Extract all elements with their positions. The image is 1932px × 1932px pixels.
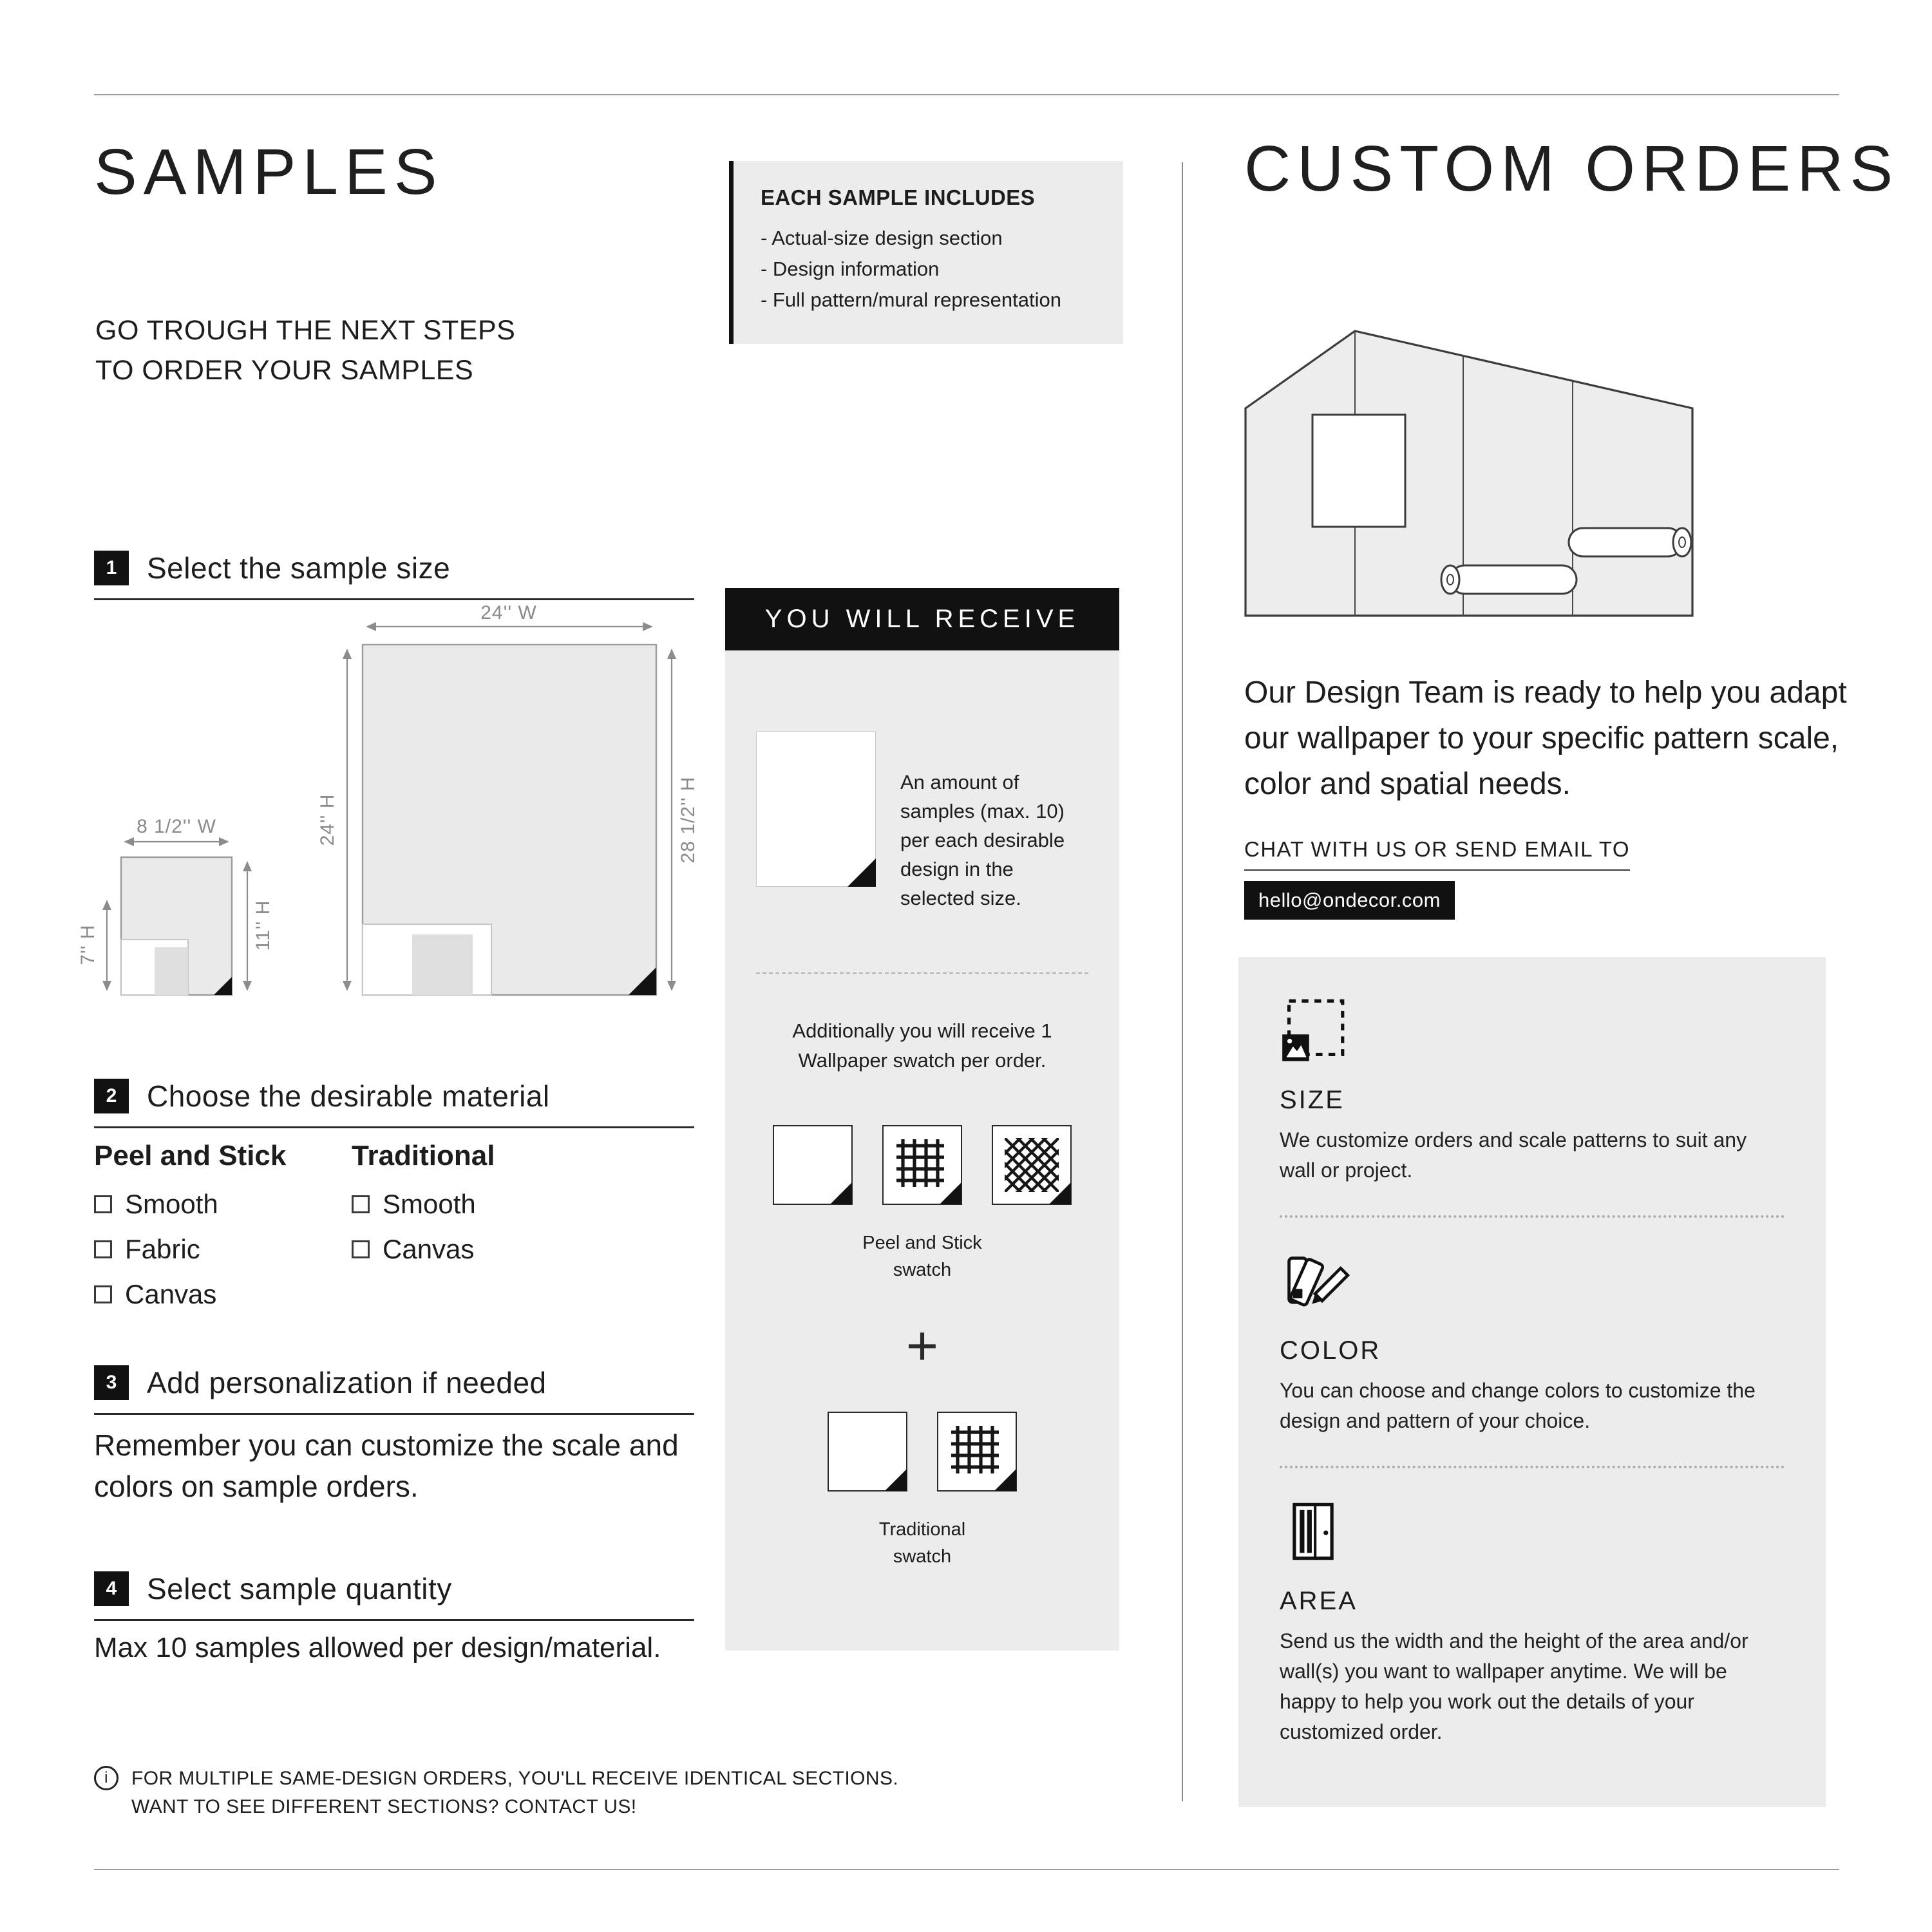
folded-corner-icon bbox=[940, 1182, 961, 1204]
folded-corner-icon bbox=[885, 1469, 907, 1491]
card-size bbox=[1280, 997, 1785, 1186]
info-circle-icon: i bbox=[94, 1766, 118, 1790]
includes-item: - Full pattern/mural representation bbox=[761, 289, 1061, 312]
small-height-left-label: 7'' H bbox=[77, 924, 99, 965]
closet-door-icon bbox=[1280, 1498, 1347, 1565]
each-sample-includes-box bbox=[729, 161, 1123, 344]
includes-item: - Actual-size design section bbox=[761, 227, 1003, 249]
material-options bbox=[94, 1140, 694, 1324]
step-3-title: Add personalization if needed bbox=[147, 1366, 547, 1399]
custom-orders-panel bbox=[1238, 957, 1826, 1807]
plain-swatch-icon bbox=[773, 1125, 853, 1205]
card-color-text: You can choose and change colors to customize the design and pattern of your choice. bbox=[1280, 1379, 1756, 1433]
grid-pattern-swatch-icon bbox=[937, 1412, 1017, 1492]
color-swatches-pencil-icon bbox=[1280, 1247, 1347, 1314]
plus-sign: + bbox=[905, 1314, 939, 1377]
card-area bbox=[1280, 1498, 1785, 1747]
custom-orders-intro: Our Design Team is ready to help you adapt our wallpaper to your specific pattern scale, color and spatial needs. bbox=[1244, 676, 1847, 802]
footer-note-text: FOR MULTIPLE SAME-DESIGN ORDERS, YOU'LL RECEIVE IDENTICAL SECTIONS. WANT TO SEE DIFFERENT SECTIONS? CONTACT US! bbox=[131, 1768, 899, 1817]
step-4-header bbox=[94, 1571, 694, 1621]
step-1-title: Select the sample size bbox=[147, 551, 451, 585]
additional-swatch-text: Additionally you will receive 1 Wallpaper swatch per order. bbox=[792, 1019, 1052, 1072]
traditional-swatch-row bbox=[756, 1412, 1088, 1492]
large-width-label: 24'' W bbox=[480, 602, 537, 623]
caption-line: swatch bbox=[893, 1546, 952, 1567]
folded-corner-icon bbox=[848, 858, 876, 887]
sample-amount-text: An amount of samples (max. 10) per each desirable design in the selected size. bbox=[900, 771, 1065, 909]
traditional-swatch-caption bbox=[756, 1516, 1088, 1570]
sample-sheet-icon bbox=[756, 731, 876, 887]
peel-and-stick-swatch-row bbox=[756, 1125, 1088, 1205]
step-2-title: Choose the desirable material bbox=[147, 1079, 550, 1113]
contact-email[interactable]: hello@ondecor.com bbox=[1244, 881, 1455, 920]
step-4-title: Select sample quantity bbox=[147, 1572, 452, 1605]
checkbox-traditional-canvas[interactable] bbox=[352, 1234, 609, 1265]
crosshatch-pattern-swatch-icon bbox=[992, 1125, 1072, 1205]
step-1-number-badge: 1 bbox=[94, 551, 129, 585]
caption-line: swatch bbox=[893, 1259, 952, 1280]
column-divider bbox=[1182, 162, 1183, 1801]
caption-line: Traditional bbox=[878, 1519, 966, 1540]
step-3-description: Remember you can customize the scale and colors on sample orders. bbox=[94, 1428, 679, 1504]
footer-note bbox=[94, 1765, 905, 1821]
includes-list bbox=[761, 223, 1096, 316]
samples-intro bbox=[95, 310, 515, 391]
dotted-divider bbox=[1280, 1466, 1785, 1468]
large-sheet-inset-gray bbox=[412, 934, 473, 995]
folded-corner-icon bbox=[830, 1182, 852, 1204]
sample-size-diagram bbox=[77, 602, 744, 1017]
large-height-left-label: 24'' H bbox=[317, 793, 338, 846]
card-area-text: Send us the width and the height of the area and/or wall(s) you want to wallpaper anytime. We will be happy to help you work out the details of your customized order. bbox=[1280, 1629, 1748, 1744]
samples-title: SAMPLES bbox=[94, 136, 444, 208]
option-label: Smooth bbox=[383, 1189, 476, 1219]
dashed-divider bbox=[756, 972, 1088, 974]
checkbox-traditional-smooth[interactable] bbox=[352, 1189, 609, 1220]
bottom-divider bbox=[94, 1869, 1839, 1870]
sample-amount-row bbox=[756, 731, 1088, 913]
samples-intro-line1: GO TROUGH THE NEXT STEPS bbox=[95, 315, 516, 346]
step-4-description: Max 10 samples allowed per design/material. bbox=[94, 1632, 661, 1663]
card-size-title: SIZE bbox=[1280, 1086, 1345, 1114]
samples-intro-line2: TO ORDER YOUR SAMPLES bbox=[95, 355, 474, 386]
caption-line: Peel and Stick bbox=[862, 1232, 982, 1253]
grid-pattern-swatch-icon bbox=[882, 1125, 962, 1205]
contact-label: CHAT WITH US OR SEND EMAIL TO bbox=[1244, 837, 1630, 871]
small-sheet-inset-gray bbox=[155, 947, 188, 995]
crop-image-icon bbox=[1280, 997, 1347, 1064]
folded-corner-icon bbox=[1049, 1182, 1071, 1204]
option-label: Canvas bbox=[125, 1279, 217, 1309]
card-size-text: We customize orders and scale patterns to suit any wall or project. bbox=[1280, 1128, 1747, 1182]
top-divider bbox=[94, 94, 1839, 95]
wall-frame bbox=[1312, 415, 1405, 527]
traditional-column bbox=[352, 1140, 609, 1324]
step-3-header bbox=[94, 1365, 694, 1415]
small-width-label: 8 1/2'' W bbox=[137, 816, 216, 837]
peel-and-stick-column bbox=[94, 1140, 352, 1324]
checkbox-peel-canvas[interactable] bbox=[94, 1279, 352, 1310]
custom-orders-title: CUSTOM ORDERS bbox=[1244, 133, 1900, 205]
card-color-title: COLOR bbox=[1280, 1336, 1381, 1365]
option-label: Fabric bbox=[125, 1234, 200, 1264]
large-height-right-label: 28 1/2'' H bbox=[677, 776, 699, 864]
traditional-title: Traditional bbox=[352, 1140, 495, 1171]
checkbox-icon[interactable] bbox=[352, 1195, 370, 1213]
option-label: Smooth bbox=[125, 1189, 218, 1219]
checkbox-peel-fabric[interactable] bbox=[94, 1234, 352, 1265]
step-1-header bbox=[94, 551, 694, 600]
includes-title: EACH SAMPLE INCLUDES bbox=[761, 185, 1036, 209]
card-color bbox=[1280, 1247, 1785, 1436]
step-4-number-badge: 4 bbox=[94, 1571, 129, 1606]
step-2-header bbox=[94, 1079, 694, 1128]
checkbox-icon[interactable] bbox=[94, 1240, 112, 1258]
checkbox-icon[interactable] bbox=[94, 1285, 112, 1303]
step-3-number-badge: 3 bbox=[94, 1365, 129, 1400]
you-will-receive-header: YOU WILL RECEIVE bbox=[725, 588, 1119, 650]
folded-corner-icon bbox=[994, 1469, 1016, 1491]
checkbox-peel-smooth[interactable] bbox=[94, 1189, 352, 1220]
option-label: Canvas bbox=[383, 1234, 475, 1264]
card-area-title: AREA bbox=[1280, 1587, 1358, 1616]
room-with-wallpaper-rolls-illustration bbox=[1244, 328, 1695, 618]
checkbox-icon[interactable] bbox=[94, 1195, 112, 1213]
includes-item: - Design information bbox=[761, 258, 940, 281]
small-height-right-label: 11'' H bbox=[252, 900, 274, 951]
checkbox-icon[interactable] bbox=[352, 1240, 370, 1258]
peel-and-stick-title: Peel and Stick bbox=[94, 1140, 287, 1171]
peel-swatch-caption bbox=[756, 1229, 1088, 1283]
you-will-receive-panel bbox=[725, 650, 1119, 1651]
plain-swatch-icon bbox=[828, 1412, 907, 1492]
dotted-divider bbox=[1280, 1215, 1785, 1218]
step-2-number-badge: 2 bbox=[94, 1079, 129, 1113]
